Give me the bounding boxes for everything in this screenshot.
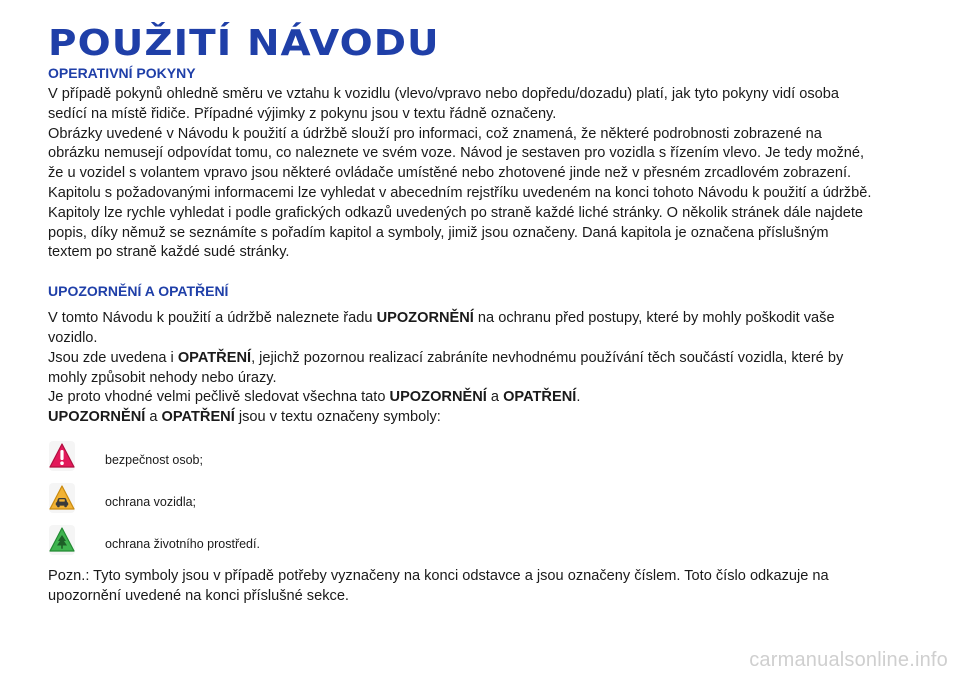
watermark: carmanualsonline.info xyxy=(749,649,948,671)
warning-triangle-icon xyxy=(48,440,76,472)
symbol-row-environment xyxy=(48,519,908,561)
text-line: že u vozidel s volantem vpravo jsou některé ovládače umístěné nebo zhotovené jinde než v přesném zrcadlovém zobrazení. xyxy=(48,165,852,182)
text-line: popis, díky němuž se seznámíte s pořadím kapitol a symboly, jimiž jsou označeny. Daná kapitola je označena příslušným xyxy=(48,224,829,241)
text-line: sedící na místě řidiče. Případné výjimky z pokynu jsou v textu řádně označeny. xyxy=(48,105,557,122)
paragraph-upozorneni xyxy=(48,309,908,428)
page-title: POUŽITÍ NÁVODU xyxy=(48,23,440,64)
text-line: Kapitolu s požadovanými informacemi lze vyhledat v abecedním rejstříku uvedeném na konci tohoto Návodu k použití a údržbě. xyxy=(48,184,872,201)
symbol-row-vehicle xyxy=(48,477,908,519)
text-run: Je proto vhodné velmi pečlivě sledovat všechna tato xyxy=(48,389,390,406)
symbol-list xyxy=(48,435,908,561)
text-line: V případě pokynů ohledně směru ve vztahu k vozidlu (vlevo/vpravo nebo dopředu/dozadu) platí, jak tyto pokyny vidí osoba xyxy=(48,86,839,102)
text-run: a xyxy=(145,409,162,426)
text-line: upozornění uvedené na konci příslušné sekce. xyxy=(48,587,349,604)
text-line: vozidlo. xyxy=(48,329,98,346)
text-line: obrázku nemusejí odpovídat tomu, co naleznete ve svém voze. Návod je sestaven pro vozidla s řízením vlevo. Je tedy možné, xyxy=(48,145,865,162)
paragraph-note xyxy=(48,567,908,607)
bold-term: UPOZORNĚNÍ xyxy=(376,310,474,327)
car-caution-icon xyxy=(48,482,76,514)
section-heading-operativni: OPERATIVNÍ POKYNY xyxy=(48,65,196,81)
text-run: jsou v textu označeny symboly: xyxy=(234,409,441,426)
text-run: Jsou zde uvedena i xyxy=(48,349,178,366)
tree-environment-icon xyxy=(48,524,76,556)
text-run: V tomto Návodu k použití a údržbě naleznete řadu xyxy=(48,310,377,327)
text-run: . xyxy=(576,389,581,406)
page-content xyxy=(48,23,908,607)
bold-term: UPOZORNĚNÍ xyxy=(48,409,146,426)
text-run: , jejichž pozornou realizací zabráníte nevhodnému používání těch součástí vozidla, které by xyxy=(251,349,844,366)
text-line: Kapitoly lze rychle vyhledat i podle grafických odkazů uvedených po straně každé liché stránky. O několik stránek dále najdete xyxy=(48,204,863,221)
section-heading-upozorneni: UPOZORNĚNÍ A OPATŘENÍ xyxy=(48,283,229,300)
text-line: Pozn.: Tyto symboly jsou v případě potřeby vyznačeny na konci odstavce a jsou označeny číslem. Toto číslo odkazuje na xyxy=(48,567,829,584)
symbol-label: ochrana vozidla; xyxy=(105,494,197,509)
text-run: na ochranu před postupy, které by mohly poškodit vaše xyxy=(473,310,835,327)
text-line: Obrázky uvedené v Návodu k použití a údržbě slouží pro informaci, což znamená, že některé podrobnosti zobrazené na xyxy=(48,125,822,142)
text-run: a xyxy=(486,389,504,406)
paragraph-operativni xyxy=(48,85,908,263)
bold-term: UPOZORNĚNÍ xyxy=(389,389,487,406)
bold-term: OPATŘENÍ xyxy=(503,389,577,406)
symbol-label: ochrana životního prostředí. xyxy=(105,536,260,551)
bold-term: OPATŘENÍ xyxy=(177,349,252,366)
text-line: textem po straně každé sudé stránky. xyxy=(48,244,290,261)
bold-term: OPATŘENÍ xyxy=(161,409,235,426)
text-line: mohly způsobit nehody nebo úrazy. xyxy=(48,369,277,386)
symbol-row-safety xyxy=(48,435,908,477)
symbol-label: bezpečnost osob; xyxy=(105,452,203,467)
